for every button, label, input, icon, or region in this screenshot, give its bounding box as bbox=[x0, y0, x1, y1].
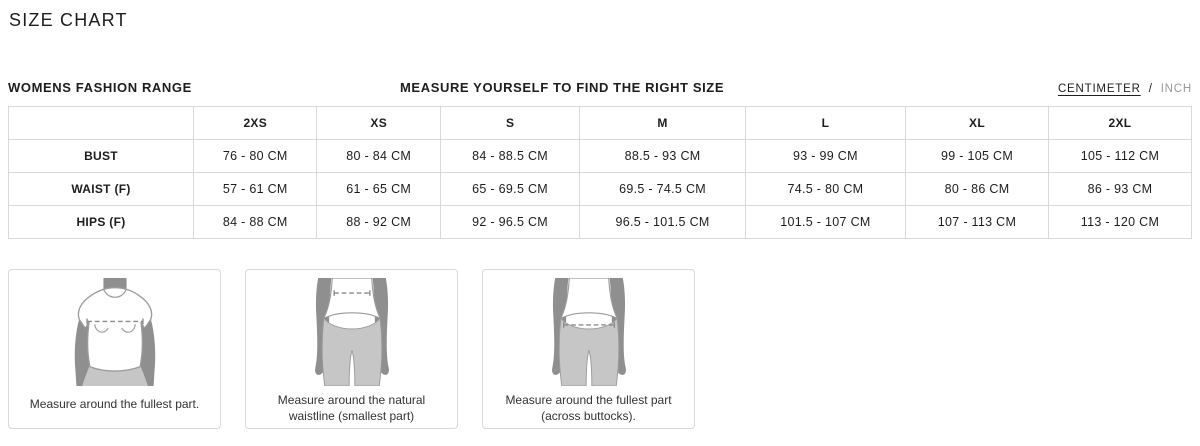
measurement-cell: 99 - 105 CM bbox=[906, 140, 1049, 173]
size-table-header-row bbox=[9, 107, 1192, 140]
guide-caption-waist: Measure around the natural waistline (smallest part) bbox=[277, 393, 426, 424]
size-column-header: 2XL bbox=[1048, 107, 1191, 140]
measurement-cell: 69.5 - 74.5 CM bbox=[580, 173, 746, 206]
measurement-cell: 88.5 - 93 CM bbox=[580, 140, 746, 173]
measurement-cell: 107 - 113 CM bbox=[906, 206, 1049, 239]
measurement-cell: 76 - 80 CM bbox=[194, 140, 317, 173]
hips-figure-icon bbox=[528, 278, 650, 386]
size-column-header: 2XS bbox=[194, 107, 317, 140]
hips-measurement-diagram bbox=[528, 278, 650, 386]
measurement-cell: 80 - 86 CM bbox=[906, 173, 1049, 206]
measurement-cell: 113 - 120 CM bbox=[1048, 206, 1191, 239]
table-row-bust bbox=[9, 140, 1192, 173]
measurement-cell: 88 - 92 CM bbox=[317, 206, 440, 239]
measurement-cell: 74.5 - 80 CM bbox=[745, 173, 905, 206]
unit-toggle bbox=[1058, 83, 1192, 95]
table-header-bar bbox=[8, 80, 1192, 95]
guide-card-waist bbox=[245, 269, 458, 429]
measurement-cell: 65 - 69.5 CM bbox=[440, 173, 579, 206]
guide-caption-hips: Measure around the fullest part (across buttocks). bbox=[505, 393, 672, 424]
measurement-cell: 61 - 65 CM bbox=[317, 173, 440, 206]
size-table bbox=[8, 106, 1192, 239]
size-table-corner-cell bbox=[9, 107, 194, 140]
measurement-cell: 80 - 84 CM bbox=[317, 140, 440, 173]
range-label: WOMENS FASHION RANGE bbox=[8, 80, 192, 95]
size-column-header: M bbox=[580, 107, 746, 140]
row-label-hips: HIPS (F) bbox=[9, 206, 194, 239]
measure-title: MEASURE YOURSELF TO FIND THE RIGHT SIZE bbox=[400, 80, 725, 95]
page-title: SIZE CHART bbox=[9, 10, 128, 30]
unit-centimeter-link[interactable]: CENTIMETER bbox=[1057, 83, 1141, 95]
measurement-cell: 93 - 99 CM bbox=[745, 140, 905, 173]
measurement-cell: 57 - 61 CM bbox=[194, 173, 317, 206]
table-row-waist bbox=[9, 173, 1192, 206]
measurement-guides bbox=[8, 269, 1192, 429]
row-label-waist: WAIST (F) bbox=[9, 173, 194, 206]
waist-figure-icon bbox=[291, 278, 413, 386]
guide-card-bust bbox=[8, 269, 221, 429]
measurement-cell: 101.5 - 107 CM bbox=[745, 206, 905, 239]
size-column-header: L bbox=[745, 107, 905, 140]
guide-caption-bust: Measure around the fullest part. bbox=[29, 397, 200, 411]
measurement-cell: 92 - 96.5 CM bbox=[440, 206, 579, 239]
measurement-cell: 86 - 93 CM bbox=[1048, 173, 1191, 206]
measurement-cell: 84 - 88.5 CM bbox=[440, 140, 579, 173]
size-column-header: S bbox=[440, 107, 579, 140]
unit-inch-link[interactable]: INCH bbox=[1160, 83, 1192, 95]
unit-separator: / bbox=[1148, 83, 1153, 95]
measurement-cell: 96.5 - 101.5 CM bbox=[580, 206, 746, 239]
bust-figure-icon bbox=[52, 278, 178, 386]
size-column-header: XS bbox=[317, 107, 440, 140]
size-column-header: XL bbox=[906, 107, 1049, 140]
guide-card-hips bbox=[482, 269, 695, 429]
waist-measurement-diagram bbox=[291, 278, 413, 386]
table-row-hips bbox=[9, 206, 1192, 239]
measurement-cell: 105 - 112 CM bbox=[1048, 140, 1191, 173]
measurement-cell: 84 - 88 CM bbox=[194, 206, 317, 239]
bust-measurement-diagram bbox=[52, 278, 178, 390]
row-label-bust: BUST bbox=[9, 140, 194, 173]
